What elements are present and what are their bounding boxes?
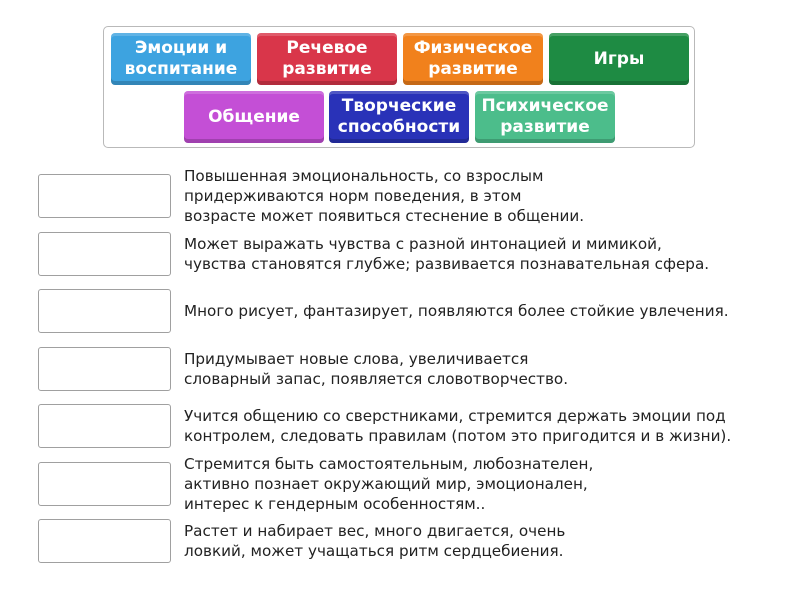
- match-row: [0, 518, 800, 564]
- tile-speech-development[interactable]: [257, 33, 397, 85]
- clue-text: Повышенная эмоциональность, со взрослым придерживаются норм поведения, в этом возрасте может появиться стеснение в общении.: [184, 167, 585, 225]
- clue-text: Учится общению со сверстниками, стремится держать эмоции под контролем, следовать правилам (потом это пригодится и в жизни).: [184, 407, 732, 445]
- tile-communication[interactable]: [184, 91, 324, 143]
- tile-games[interactable]: [549, 33, 689, 85]
- clue-text: Может выражать чувства с разной интонацией и мимикой, чувства становятся глубже; развивается познавательная сфера.: [184, 235, 710, 273]
- drop-target[interactable]: [38, 347, 171, 391]
- clue-text: Растет и набирает вес, много двигается, очень ловкий, может учащаться ритм сердцебиения.: [184, 522, 566, 560]
- match-row: [0, 403, 800, 449]
- tile-label: Эмоции и воспитание: [124, 38, 238, 79]
- tile-label: Игры: [593, 48, 645, 69]
- clue-text: Много рисует, фантазирует, появляются более стойкие увлечения.: [184, 302, 729, 320]
- drop-target[interactable]: [38, 174, 171, 218]
- drop-target[interactable]: [38, 232, 171, 276]
- tile-emotions-upbringing[interactable]: [111, 33, 251, 85]
- match-row: [0, 455, 800, 513]
- tile-physical-development[interactable]: [403, 33, 543, 85]
- match-row: [0, 167, 800, 225]
- tile-label: Речевое развитие: [282, 38, 372, 79]
- tile-label: Творческие способности: [337, 96, 461, 137]
- tile-label: Психическое развитие: [481, 96, 609, 137]
- clue-text: Придумывает новые слова, увеличивается словарный запас, появляется словотворчество.: [184, 350, 569, 388]
- tile-mental-development[interactable]: [475, 91, 615, 143]
- tile-label: Общение: [208, 106, 300, 127]
- match-row: [0, 231, 800, 277]
- match-row: [0, 346, 800, 392]
- clue-text: Стремится быть самостоятельным, любознателен, активно познает окружающий мир, эмоционален, интерес к гендерным особенностям..: [184, 455, 594, 513]
- tile-bank: [103, 26, 695, 148]
- match-row: [0, 288, 800, 334]
- tile-creative-abilities[interactable]: [329, 91, 469, 143]
- drop-target[interactable]: [38, 289, 171, 333]
- drop-target[interactable]: [38, 519, 171, 563]
- tile-label: Физическое развитие: [413, 38, 533, 79]
- drop-target[interactable]: [38, 462, 171, 506]
- drop-target[interactable]: [38, 404, 171, 448]
